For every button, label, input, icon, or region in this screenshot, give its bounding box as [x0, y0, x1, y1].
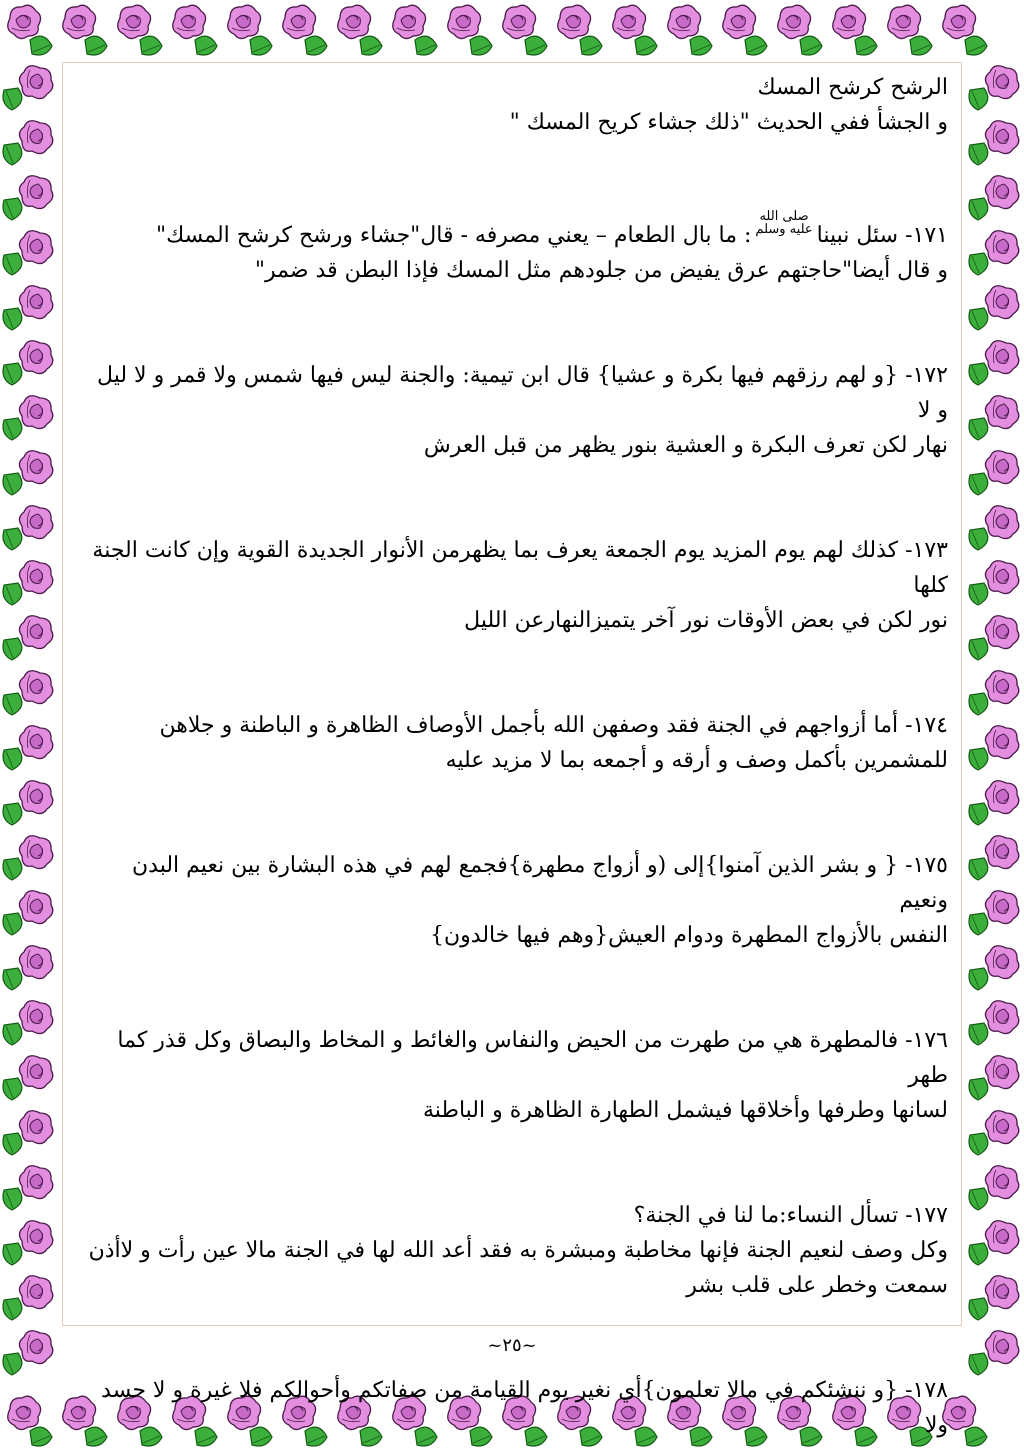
paragraph-intro: [82, 70, 948, 140]
document-body: [82, 70, 948, 1443]
pink-rose-icon: [3, 726, 53, 770]
pink-rose-icon: [943, 5, 987, 55]
text-line: ١٧٤- أما أزواجهم في الجنة فقد وصفهن الله بأجمل الأوصاف الظاهرة و الباطنة و جلاهن: [159, 713, 948, 738]
pink-rose-icon: [833, 5, 877, 55]
pink-rose-icon: [969, 1166, 1019, 1210]
pink-rose-icon: [503, 5, 547, 55]
paragraph-174: [82, 708, 948, 778]
paragraph-171: [82, 210, 948, 288]
pink-rose-icon: [3, 1111, 53, 1155]
pink-rose-icon: [3, 66, 53, 110]
text-segment: ١٧١- سئل نبينا: [816, 223, 948, 248]
pink-rose-icon: [969, 286, 1019, 330]
pink-rose-icon: [118, 5, 162, 55]
pink-rose-icon: [668, 5, 712, 55]
pink-rose-icon: [969, 451, 1019, 495]
pink-rose-icon: [3, 451, 53, 495]
pink-rose-icon: [3, 121, 53, 165]
paragraph-173: [82, 533, 948, 638]
pink-rose-icon: [3, 671, 53, 715]
pink-rose-icon: [3, 1276, 53, 1320]
text-segment: : ما بال الطعام – يعني مصرفه - قال"جشاء ورشح كرشح المسك": [155, 223, 752, 248]
pink-rose-icon: [283, 5, 327, 55]
pink-rose-icon: [3, 396, 53, 440]
salutation-ligature: [755, 210, 812, 236]
pink-rose-icon: [969, 176, 1019, 220]
pink-rose-icon: [3, 836, 53, 880]
pink-rose-icon: [228, 5, 272, 55]
text-line: سمعت وخطر على قلب بشر: [686, 1273, 948, 1298]
pink-rose-icon: [969, 561, 1019, 605]
pink-rose-icon: [778, 5, 822, 55]
pink-rose-icon: [969, 1111, 1019, 1155]
paragraph-178: [82, 1373, 948, 1443]
text-line: نهار لكن تعرف البكرة و العشية بنور يظهر من قبل العرش: [423, 433, 948, 458]
pink-rose-icon: [3, 561, 53, 605]
pink-rose-icon: [969, 836, 1019, 880]
pink-rose-icon: [969, 781, 1019, 825]
pink-rose-icon: [969, 341, 1019, 385]
pink-rose-icon: [969, 891, 1019, 935]
pink-rose-icon: [173, 5, 217, 55]
pink-rose-icon: [3, 616, 53, 660]
pink-rose-icon: [558, 5, 602, 55]
pink-rose-icon: [3, 1166, 53, 1210]
text-line: و الجشأ ففي الحديث "ذلك جشاء كريح المسك ": [509, 110, 948, 135]
pink-rose-icon: [969, 726, 1019, 770]
pink-rose-icon: [969, 1276, 1019, 1320]
pink-rose-icon: [969, 506, 1019, 550]
text-line: ١٧٦- فالمطهرة هي من طهرت من الحيض والنفاس والغائط و المخاط والبصاق وكل قذر كما طهر: [117, 1028, 948, 1088]
text-line: [82, 210, 948, 253]
pink-rose-icon: [3, 781, 53, 825]
salutation-bottom: عليه وسلم: [755, 222, 813, 237]
text-line: نور لكن في بعض الأوقات نور آخر يتميزالنهارعن الليل: [464, 608, 948, 633]
text-line: و قال أيضا"حاجتهم عرق يفيض من جلودهم مثل المسك فإذا البطن قد ضمر": [254, 258, 948, 283]
pink-rose-icon: [969, 121, 1019, 165]
text-line: لسانها وطرفها وأخلاقها فيشمل الطهارة الظاهرة و الباطنة: [423, 1098, 948, 1123]
text-line: ١٧٣- كذلك لهم يوم المزيد يوم الجمعة يعرف بما يظهرمن الأنوار الجديدة القوية وإن كانت الجنة كلها: [92, 538, 948, 598]
pink-rose-icon: [3, 946, 53, 990]
pink-rose-icon: [393, 5, 437, 55]
paragraph-172: [82, 358, 948, 463]
salutation-top: صلى الله: [759, 209, 809, 224]
pink-rose-icon: [3, 506, 53, 550]
pink-rose-icon: [969, 946, 1019, 990]
pink-rose-icon: [338, 5, 382, 55]
paragraph-175: [82, 848, 948, 953]
pink-rose-icon: [63, 5, 107, 55]
pink-rose-icon: [3, 231, 53, 275]
text-line: ١٧٥- { و بشر الذين آمنوا}إلى (و أزواج مطهرة}فجمع لهم في هذه البشارة بين نعيم البدن ونعيم: [132, 853, 948, 913]
pink-rose-icon: [448, 5, 492, 55]
pink-rose-icon: [8, 1396, 52, 1446]
pink-rose-icon: [888, 5, 932, 55]
pink-rose-icon: [969, 66, 1019, 110]
pink-rose-icon: [8, 5, 52, 55]
text-line: للمشمرين بأكمل وصف و أرقه و أجمعه بما لا مزيد عليه: [445, 748, 948, 773]
page-number: ~٢٥~: [487, 1335, 537, 1356]
pink-rose-icon: [3, 891, 53, 935]
text-line: ١٧٨- {و ننشئكم في مالا تعلمون}أي نغير يوم القيامة من صفاتكم وأحوالكم فلا غيرة و لا حسد ولا: [101, 1378, 948, 1438]
pink-rose-icon: [969, 616, 1019, 660]
pink-rose-icon: [969, 1001, 1019, 1045]
pink-rose-icon: [3, 1056, 53, 1100]
pink-rose-icon: [969, 231, 1019, 275]
pink-rose-icon: [3, 176, 53, 220]
pink-rose-icon: [3, 286, 53, 330]
pink-rose-icon: [969, 671, 1019, 715]
text-line: النفس بالأزواج المطهرة ودوام العيش{وهم فيها خالدون}: [430, 923, 948, 948]
pink-rose-icon: [969, 396, 1019, 440]
pink-rose-icon: [613, 5, 657, 55]
text-line: ١٧٢- {و لهم رزقهم فيها بكرة و عشيا} قال ابن تيمية: والجنة ليس فيها شمس ولا قمر و لا ليل و لا: [97, 363, 948, 423]
text-line: وكل وصف لنعيم الجنة فإنها مخاطبة ومبشرة به فقد أعد الله لها في الجنة مالا عين رأت و لاأذن: [88, 1238, 948, 1263]
pink-rose-icon: [969, 1221, 1019, 1265]
pink-rose-icon: [969, 1056, 1019, 1100]
text-line: الرشح كرشح المسك: [757, 75, 948, 100]
pink-rose-icon: [723, 5, 767, 55]
paragraph-177: [82, 1198, 948, 1303]
pink-rose-icon: [3, 1221, 53, 1265]
text-line: ١٧٧- تسأل النساء:ما لنا في الجنة؟: [633, 1203, 948, 1228]
pink-rose-icon: [3, 341, 53, 385]
paragraph-176: [82, 1023, 948, 1128]
pink-rose-icon: [943, 1396, 987, 1446]
pink-rose-icon: [3, 1001, 53, 1045]
